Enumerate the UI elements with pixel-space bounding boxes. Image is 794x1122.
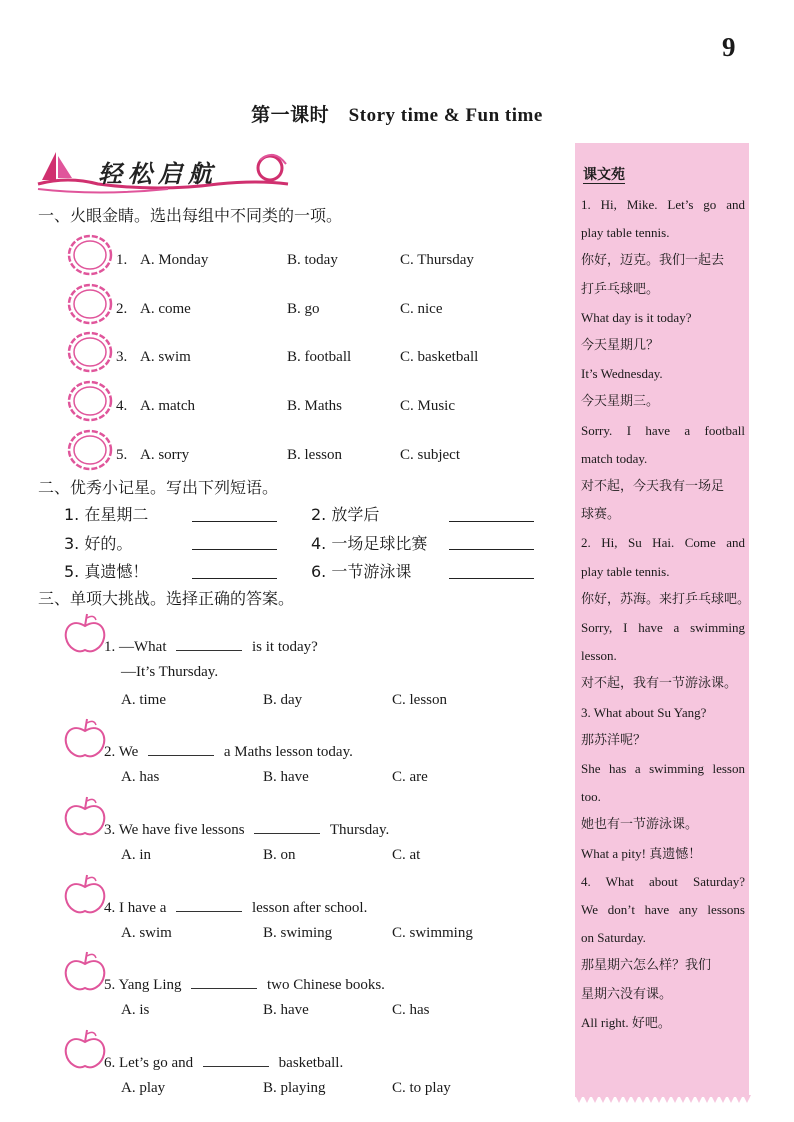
s3-stem-post: two Chinese books.: [267, 977, 385, 993]
sidebar-line: 你好，苏海。来打乒乓球吧。: [581, 591, 751, 607]
flower-frame-icon[interactable]: [66, 329, 114, 375]
sidebar-line: 4. What about Saturday?: [581, 873, 745, 889]
s3-option-b[interactable]: B. day: [263, 692, 303, 708]
sidebar-title: 课文苑: [583, 167, 625, 183]
s3-stem-post: basketball.: [278, 1055, 344, 1071]
s3-stem-pre: 5. Yang Ling: [104, 977, 182, 993]
section3-heading: 三、单项大挑战。选择正确的答案。: [38, 589, 295, 608]
s3-blank[interactable]: [176, 897, 242, 912]
sidebar-line: 今天星期三。: [581, 394, 660, 410]
s1-option-b: B. lesson: [287, 447, 343, 463]
phrase-2: 2. 放学后: [311, 505, 380, 524]
s3-answer-line: —It’s Thursday.: [121, 664, 219, 680]
flower-frame-icon[interactable]: [66, 427, 114, 473]
flower-frame-icon[interactable]: [66, 232, 114, 278]
s3-stem: [104, 974, 385, 994]
s1-num: 1.: [116, 252, 128, 268]
text-garden-sidebar: [575, 143, 749, 1097]
s3-option-b[interactable]: B. on: [263, 847, 296, 863]
sidebar-line: What a pity! 真遗憾！: [581, 845, 702, 861]
answer-line-3[interactable]: [192, 548, 277, 550]
sidebar-line: play table tennis.: [581, 225, 670, 241]
sidebar-line: 1. Hi, Mike. Let’s go and: [581, 197, 745, 212]
phrase-5: 5. 真遗憾！: [64, 562, 149, 581]
s1-option-c: C. subject: [400, 447, 460, 463]
s1-option-a: A. sorry: [140, 447, 190, 463]
s1-num: 3.: [116, 349, 128, 365]
page-title: 第一课时 Story time & Fun time: [251, 105, 543, 126]
s3-option-b[interactable]: B. have: [263, 769, 309, 785]
s3-stem: [104, 741, 353, 761]
phrase-4: 4. 一场足球比赛: [311, 534, 428, 553]
s3-option-c[interactable]: C. swimming: [392, 925, 473, 941]
sidebar-line: on Saturday.: [581, 930, 646, 946]
sidebar-line: lesson.: [581, 648, 617, 664]
s3-option-a[interactable]: A. has: [121, 769, 160, 785]
s3-option-c[interactable]: C. to play: [392, 1080, 451, 1096]
sidebar-line: She has a swimming lesson: [581, 761, 745, 776]
s3-blank[interactable]: [148, 741, 214, 756]
section2-heading: 二、优秀小记星。写出下列短语。: [38, 478, 279, 497]
s3-stem-pre: 6. Let’s go and: [104, 1055, 194, 1071]
sidebar-line: All right. 好吧。: [581, 1014, 671, 1030]
s1-option-a: A. Monday: [140, 252, 209, 268]
page-number: 9: [722, 32, 736, 62]
s3-option-c[interactable]: C. at: [392, 847, 421, 863]
sidebar-line: 打乒乓球吧。: [581, 281, 660, 297]
sidebar-line: 那星期六怎么样？我们: [581, 958, 712, 974]
zigzag-edge: [575, 1095, 749, 1105]
s3-option-c[interactable]: C. are: [392, 769, 428, 785]
sidebar-line: Sorry. I have a football: [581, 422, 745, 438]
sidebar-line: 今天星期几？: [581, 338, 660, 353]
flower-frame-icon[interactable]: [66, 378, 114, 424]
s3-stem-post: lesson after school.: [251, 900, 368, 916]
s3-stem-pre: 1. —What: [104, 639, 167, 655]
s3-stem-post: a Maths lesson today.: [223, 744, 353, 760]
sidebar-line: We don’t have any lessons: [581, 902, 745, 917]
s1-option-b: B. football: [287, 349, 352, 365]
s1-option-b: B. today: [287, 252, 338, 268]
s3-option-c[interactable]: C. has: [392, 1002, 430, 1018]
answer-line-6[interactable]: [449, 577, 534, 579]
sidebar-line: 球赛。: [581, 507, 621, 523]
sidebar-line: Sorry, I have a swimming: [581, 620, 745, 635]
sidebar-line: 她也有一节游泳课。: [581, 817, 699, 833]
s3-stem-pre: 2. We: [104, 744, 139, 760]
answer-line-2[interactable]: [449, 520, 534, 522]
s3-stem: [104, 897, 367, 917]
s3-option-a[interactable]: A. in: [121, 847, 151, 863]
apple-icon[interactable]: [62, 1028, 108, 1072]
s1-num: 4.: [116, 398, 128, 414]
s1-option-b: B. Maths: [287, 398, 343, 414]
s3-option-a[interactable]: A. play: [121, 1080, 166, 1096]
s3-option-c[interactable]: C. lesson: [392, 692, 448, 708]
s1-option-c: C. basketball: [400, 349, 479, 365]
sidebar-line: too.: [581, 789, 601, 805]
s1-num: 5.: [116, 447, 128, 463]
s3-stem: [104, 636, 318, 656]
answer-line-5[interactable]: [192, 577, 277, 579]
s1-option-a: A. match: [140, 398, 195, 414]
phrase-3: 3. 好的。: [64, 534, 133, 553]
s3-stem-post: Thursday.: [329, 822, 390, 838]
s3-option-b[interactable]: B. have: [263, 1002, 309, 1018]
s3-blank[interactable]: [191, 974, 257, 989]
answer-line-1[interactable]: [192, 520, 277, 522]
s1-option-b: B. go: [287, 301, 320, 317]
sidebar-line: play table tennis.: [581, 563, 670, 579]
s3-stem: [104, 1052, 343, 1072]
s3-option-a[interactable]: A. time: [121, 692, 166, 708]
apple-icon[interactable]: [62, 950, 108, 994]
apple-icon[interactable]: [62, 612, 108, 656]
s3-option-b[interactable]: B. swiming: [263, 925, 333, 941]
sidebar-line: 对不起，我有一节游泳课。: [581, 676, 738, 692]
s1-option-a: A. come: [140, 301, 191, 317]
answer-line-4[interactable]: [449, 548, 534, 550]
section1-heading: 一、火眼金睛。选出每组中不同类的一项。: [38, 206, 343, 225]
section-banner-label: 轻松启航: [98, 160, 218, 188]
section-banner: [38, 146, 298, 196]
s3-option-b[interactable]: B. playing: [263, 1080, 326, 1096]
s3-blank[interactable]: [203, 1052, 269, 1067]
flower-frame-icon[interactable]: [66, 281, 114, 327]
apple-icon[interactable]: [62, 717, 108, 761]
phrase-1: 1. 在星期二: [64, 505, 149, 524]
s3-blank[interactable]: [254, 819, 320, 834]
sidebar-line: 3. What about Su Yang?: [581, 704, 707, 720]
apple-icon[interactable]: [62, 873, 108, 917]
sidebar-line: 对不起，今天我有一场足: [581, 479, 725, 494]
sidebar-line: 2. Hi, Su Hai. Come and: [581, 535, 745, 551]
sidebar-line: It’s Wednesday.: [581, 366, 663, 382]
sidebar-line: 那苏洋呢？: [581, 732, 647, 748]
sidebar-line: 你好，迈克。我们一起去: [581, 253, 725, 269]
s3-stem: [104, 819, 389, 839]
s3-blank[interactable]: [176, 636, 242, 651]
s1-option-a: A. swim: [140, 349, 191, 365]
sidebar-line: 星期六没有课。: [581, 986, 673, 1002]
sidebar-line: What day is it today?: [581, 309, 692, 325]
s1-option-c: C. Thursday: [400, 252, 474, 268]
apple-icon[interactable]: [62, 795, 108, 839]
s1-option-c: C. Music: [400, 398, 456, 414]
s3-option-a[interactable]: A. swim: [121, 925, 172, 941]
s1-num: 2.: [116, 301, 128, 317]
phrase-6: 6. 一节游泳课: [311, 562, 412, 581]
s3-stem-post: is it today?: [251, 639, 318, 655]
s1-option-c: C. nice: [400, 301, 443, 317]
s3-stem-pre: 3. We have five lessons: [104, 822, 245, 838]
s3-option-a[interactable]: A. is: [121, 1002, 150, 1018]
sidebar-line: match today.: [581, 450, 648, 466]
s3-stem-pre: 4. I have a: [104, 900, 167, 916]
